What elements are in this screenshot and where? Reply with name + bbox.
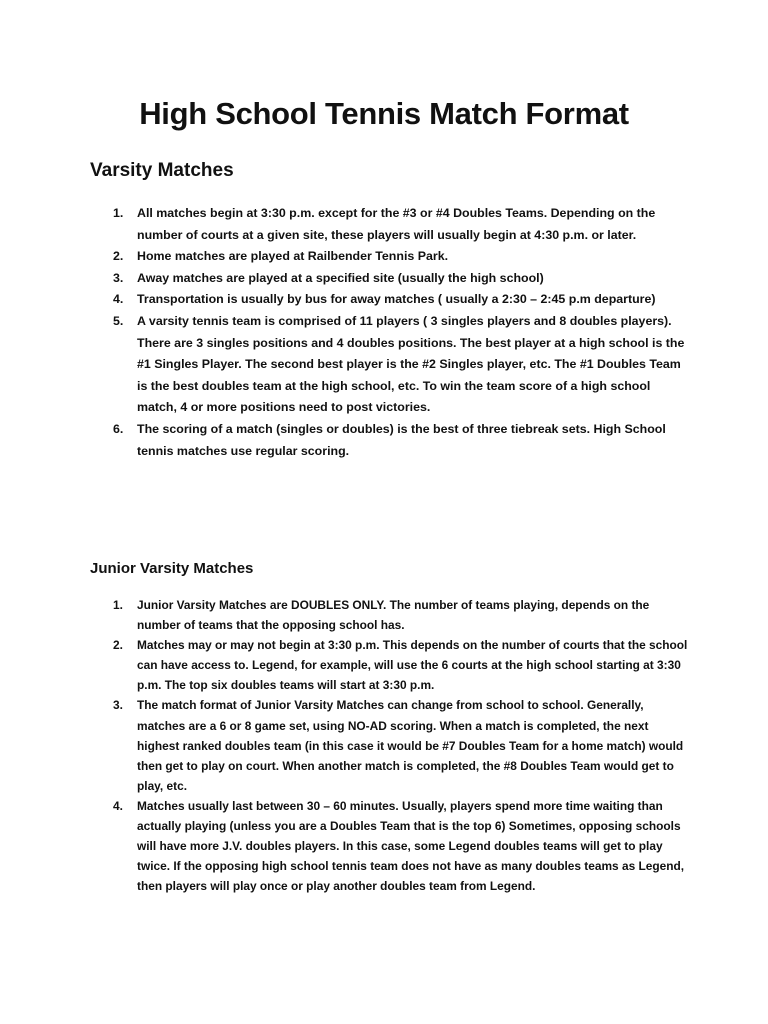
list-item-text: Junior Varsity Matches are DOUBLES ONLY. The number of teams playing, depends on the number of teams that the opposing school has. — [137, 598, 650, 633]
list-item — [0, 419, 768, 462]
list-number: 3. — [113, 270, 124, 285]
list-item — [0, 595, 768, 635]
list-item — [0, 695, 768, 795]
varsity-list — [0, 203, 768, 462]
list-number: 2. — [113, 249, 124, 264]
list-number: 5. — [113, 313, 124, 328]
page-title: High School Tennis Match Format — [139, 96, 629, 131]
jv-heading: Junior Varsity Matches — [90, 560, 254, 577]
list-item-text: A varsity tennis team is comprised of 11 players ( 3 singles players and 8 doubles players). There are 3 singles positions and 4 doubles positions. The best player at a high school is the #1 Singles Player. The second best player is the #2 Singles player, etc. The #1 Doubles Team is the best doubles team at the high school, etc. To win the team score of a high school match, 4 or more positions need to post victories. — [137, 313, 685, 415]
list-item — [0, 311, 768, 419]
list-item-text: The match format of Junior Varsity Matches can change from school to school. Generally, matches are a 6 or 8 game set, using NO-AD scoring. When a match is completed, the next highest ranked doubles team (in this case it would be #7 Doubles Team for a home match) would then get to play on court. When another match is completed, the #8 Doubles Team would get to play, etc. — [137, 698, 684, 793]
varsity-heading: Varsity Matches — [90, 160, 234, 181]
list-item-text: Matches may or may not begin at 3:30 p.m. This depends on the number of courts that the school can have access to. Legend, for example, will use the 6 courts at the high school starting at 3:30 p.m. The top six doubles teams will start at 3:30 p.m. — [137, 638, 688, 693]
list-item-text: Transportation is usually by bus for away matches ( usually a 2:30 – 2:45 p.m departure) — [137, 292, 656, 307]
list-item — [0, 635, 768, 695]
list-number: 1. — [113, 206, 124, 220]
list-number: 6. — [113, 421, 124, 436]
list-item — [0, 796, 768, 896]
list-number: 3. — [113, 698, 123, 713]
jv-list — [0, 595, 768, 896]
list-number: 4. — [113, 292, 124, 307]
list-item — [0, 268, 768, 290]
list-item-text: Matches usually last between 30 – 60 minutes. Usually, players spend more time waiting than actually playing (unless you are a Doubles Team that is the top 6) Sometimes, opposing schools will have more J.V. doubles players. In this case, some Legend doubles teams will get to play twice. If the opposing high school tennis team does not have as many doubles teams as Legend, then players will play once or play another doubles team from Legend. — [137, 798, 685, 894]
list-item-text: Home matches are played at Railbender Tennis Park. — [137, 249, 449, 264]
list-item — [0, 203, 768, 246]
list-number: 2. — [113, 638, 123, 653]
list-item-text: All matches begin at 3:30 p.m. except for the #3 or #4 Doubles Teams. Depending on the number of courts at a given site, these players will usually begin at 4:30 p.m. or later. — [137, 206, 656, 242]
list-number: 4. — [113, 798, 123, 813]
list-number: 1. — [113, 598, 123, 612]
list-item-text: Away matches are played at a specified site (usually the high school) — [137, 270, 544, 285]
list-item-text: The scoring of a match (singles or doubles) is the best of three tiebreak sets. High School tennis matches use regular scoring. — [137, 421, 666, 458]
list-item — [0, 289, 768, 311]
list-item — [0, 246, 768, 268]
